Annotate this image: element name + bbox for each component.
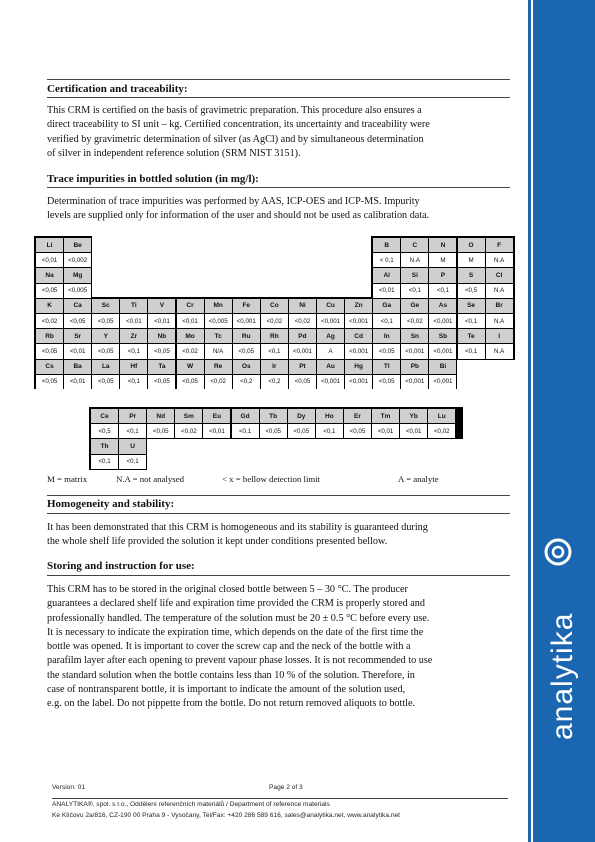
text-line: bottle was opened. It is important to cover the screw cap and the neck of the bottle with a: [47, 641, 411, 653]
element-value-mg: <0,005: [64, 284, 91, 298]
element-value-al: <0,01: [373, 284, 400, 298]
homogeneity-text: [47, 521, 507, 550]
element-symbol-ca: Ca: [64, 299, 91, 313]
element-value-nd: <0,05: [147, 424, 174, 438]
element-value-ba: <0,01: [64, 375, 91, 389]
element-symbol-rh: Rh: [261, 329, 288, 343]
element-value-cu: <0,001: [317, 314, 344, 328]
homogeneity-heading: Homogeneity and stability:: [47, 498, 175, 510]
element-symbol-hf: Hf: [120, 360, 147, 374]
element-symbol-cd: Cd: [345, 329, 372, 343]
element-symbol-ga: Ga: [373, 299, 400, 313]
element-symbol-nb: Nb: [148, 329, 175, 343]
element-value-tc: N/A: [205, 344, 232, 358]
storing-text: [47, 583, 507, 712]
version-label: Version: 01: [52, 784, 85, 791]
element-symbol-sr: Sr: [64, 329, 91, 343]
text-line: case of nontransparent bottle, it is important to indicate the amount of the solution used,: [47, 684, 406, 696]
sidebar-divider: [531, 0, 533, 842]
text-line: parafilm layer after each opening to prevent vapour phase losses. It is not recommended to use: [47, 655, 433, 667]
homogeneity-top-rule: [47, 495, 510, 496]
element-symbol-rb: Rb: [36, 329, 63, 343]
element-symbol-pt: Pt: [289, 360, 316, 374]
element-value-rh: <0,1: [261, 344, 288, 358]
element-symbol-i: I: [486, 329, 513, 343]
element-value-ga: <0,1: [373, 314, 400, 328]
text-line: professionally handled. The temperature of the solution must be 20 ± 0.5 °C before every use.: [47, 612, 430, 624]
element-value-li: <0,01: [36, 253, 63, 267]
text-line: the whole shelf life provided the solution it kept under conditions presented bellow.: [47, 536, 388, 548]
element-symbol-p: P: [429, 268, 456, 282]
element-symbol-er: Er: [344, 409, 371, 423]
element-symbol-li: Li: [36, 238, 63, 252]
element-value-cs: <0,05: [36, 375, 63, 389]
top-rule: [47, 79, 510, 80]
legend-below-limit: < x = bellow detection limit: [222, 474, 321, 484]
element-symbol-os: Os: [233, 360, 260, 374]
homogeneity-rule: [47, 513, 510, 514]
element-value-tl: <0,05: [373, 375, 400, 389]
element-symbol-cs: Cs: [36, 360, 63, 374]
element-symbol-si: Si: [401, 268, 428, 282]
element-value-in: <0,05: [373, 344, 400, 358]
element-value-dy: <0,05: [288, 424, 315, 438]
text-line: levels are supplied only for information of the user and should not be used as calibration data.: [47, 210, 430, 222]
element-value-pd: <0,001: [289, 344, 316, 358]
element-symbol-k: K: [36, 299, 63, 313]
element-value-pr: <0,1: [119, 424, 146, 438]
element-symbol-in: In: [373, 329, 400, 343]
element-symbol-n: N: [429, 238, 456, 252]
element-value-lu: <0,02: [428, 424, 455, 438]
element-symbol-tl: Tl: [373, 360, 400, 374]
element-symbol-dy: Dy: [288, 409, 315, 423]
legend-analyte: A = analyte: [398, 474, 439, 484]
element-symbol-se: Se: [458, 299, 485, 313]
analytika-logo-text: analytika: [546, 612, 579, 740]
impurities-rule: [47, 187, 510, 188]
element-value-y: <0,05: [92, 344, 119, 358]
element-value-si: <0,1: [401, 284, 428, 298]
text-line: It has been demonstrated that this CRM is homogeneous and its stability is guaranteed during: [47, 522, 428, 533]
element-value-ni: <0,02: [289, 314, 316, 328]
element-symbol-pb: Pb: [401, 360, 428, 374]
company-line: ANALYTIKA®, spol. s r.o., Oddělení referenčních materiálů / Department of reference materials: [52, 801, 330, 808]
element-value-p: <0,1: [429, 284, 456, 298]
text-line: direct traceability to SI unit – kg. Certified concentration, its uncertainty and traceability were: [47, 119, 430, 131]
element-value-sm: <0,02: [175, 424, 202, 438]
element-symbol-sb: Sb: [429, 329, 456, 343]
element-symbol-eu: Eu: [203, 409, 230, 423]
element-symbol-tc: Tc: [205, 329, 232, 343]
element-value-gd: <0,1: [232, 424, 259, 438]
element-value-bi: <0,001: [429, 375, 456, 389]
element-symbol-th: Th: [91, 439, 118, 453]
element-value-cd: <0,001: [345, 344, 372, 358]
element-value-zr: <0,1: [120, 344, 147, 358]
element-value-tm: <0,01: [372, 424, 399, 438]
element-symbol-ni: Ni: [289, 299, 316, 313]
element-value-ag: A: [317, 344, 344, 358]
element-symbol-be: Be: [64, 238, 91, 252]
element-value-os: <0,2: [233, 375, 260, 389]
element-symbol-zr: Zr: [120, 329, 147, 343]
element-symbol-ce: Ce: [91, 409, 118, 423]
element-value-zn: <0,001: [345, 314, 372, 328]
element-symbol-gd: Gd: [232, 409, 259, 423]
element-symbol-pr: Pr: [119, 409, 146, 423]
legend-matrix: M = matrix: [47, 474, 88, 484]
element-symbol-pd: Pd: [289, 329, 316, 343]
element-value-as: <0,001: [429, 314, 456, 328]
element-symbol-v: V: [148, 299, 175, 313]
text-line: of silver in independent reference solution (SRM NIST 3151).: [47, 147, 301, 159]
element-value-yb: <0,01: [400, 424, 427, 438]
element-symbol-sc: Sc: [92, 299, 119, 313]
element-symbol-ho: Ho: [316, 409, 343, 423]
text-line: the standard solution when the bottle contains less than 10 % of the solution. Therefore, in: [47, 669, 415, 681]
element-symbol-zn: Zn: [345, 299, 372, 313]
element-value-rb: <0,05: [36, 344, 63, 358]
element-value-au: <0,001: [317, 375, 344, 389]
element-symbol-lu: Lu: [428, 409, 455, 423]
element-value-la: <0,05: [92, 375, 119, 389]
element-symbol-fe: Fe: [233, 299, 260, 313]
element-value-cr: <0,01: [177, 314, 204, 328]
element-value-na: <0,05: [36, 284, 63, 298]
element-value-c: N.A: [401, 253, 428, 267]
element-symbol-mn: Mn: [205, 299, 232, 313]
element-value-cl: N.A: [486, 284, 513, 298]
element-symbol-au: Au: [317, 360, 344, 374]
element-value-n: M: [429, 253, 456, 267]
element-value-ce: <0,5: [91, 424, 118, 438]
element-symbol-te: Te: [458, 329, 485, 343]
element-value-ir: <0,2: [261, 375, 288, 389]
element-symbol-co: Co: [261, 299, 288, 313]
certification-heading: Certification and traceability:: [47, 83, 188, 95]
element-value-o: M: [458, 253, 485, 267]
element-symbol-tm: Tm: [372, 409, 399, 423]
element-symbol-ta: Ta: [148, 360, 175, 374]
element-value-pb: <0,001: [401, 375, 428, 389]
element-value-pt: <0,05: [289, 375, 316, 389]
element-value-se: <0,1: [458, 314, 485, 328]
element-symbol-bi: Bi: [429, 360, 456, 374]
text-line: This CRM is certified on the basis of gravimetric preparation. This procedure also ensures a: [47, 105, 422, 116]
element-symbol-s: S: [458, 268, 485, 282]
element-value-tb: <0,05: [260, 424, 287, 438]
element-value-sn: <0,001: [401, 344, 428, 358]
element-symbol-ge: Ge: [401, 299, 428, 313]
storing-rule: [47, 575, 510, 576]
table-frame-gap: [457, 360, 516, 394]
element-value-te: <0,1: [458, 344, 485, 358]
element-symbol-na: Na: [36, 268, 63, 282]
at-sign-icon: [546, 540, 570, 564]
element-value-s: <0,5: [458, 284, 485, 298]
element-value-be: <0,002: [64, 253, 91, 267]
element-value-er: <0,05: [344, 424, 371, 438]
element-value-ca: <0,05: [64, 314, 91, 328]
element-value-f: N.A: [486, 253, 513, 267]
element-value-sc: <0,05: [92, 314, 119, 328]
element-symbol-hg: Hg: [345, 360, 372, 374]
element-value-fe: <0,001: [233, 314, 260, 328]
page-number: Page 2 of 3: [269, 784, 303, 791]
text-line: verified by gravimetric determination of silver (as AgCl) and by simultaneous determination: [47, 133, 424, 145]
impurities-heading: Trace impurities in bottled solution (in mg/l):: [47, 173, 259, 185]
element-value-u: <0,1: [119, 455, 146, 469]
element-value-re: <0,02: [205, 375, 232, 389]
element-value-w: <0,05: [177, 375, 204, 389]
element-value-mn: <0,005: [205, 314, 232, 328]
element-symbol-mg: Mg: [64, 268, 91, 282]
element-symbol-f: F: [486, 238, 513, 252]
element-value-br: N.A: [486, 314, 513, 328]
element-symbol-br: Br: [486, 299, 513, 313]
element-value-ge: <0,02: [401, 314, 428, 328]
element-symbol-w: W: [177, 360, 204, 374]
element-value-th: <0,1: [91, 455, 118, 469]
element-symbol-ba: Ba: [64, 360, 91, 374]
element-value-co: <0,02: [261, 314, 288, 328]
element-symbol-b: B: [373, 238, 400, 252]
element-value-sr: <0,01: [64, 344, 91, 358]
element-value-sb: <0,001: [429, 344, 456, 358]
element-symbol-tb: Tb: [260, 409, 287, 423]
analytika-logo: [536, 530, 588, 750]
element-symbol-cr: Cr: [177, 299, 204, 313]
element-value-nb: <0,05: [148, 344, 175, 358]
address-line: Ke Klíčovu 2a/816, CZ-190 00 Praha 9 - Vysočany, Tel/Fax: +420 286 589 616, sales@analytika.net, www.analytika.net: [52, 812, 400, 819]
element-value-v: <0,01: [148, 314, 175, 328]
element-symbol-ag: Ag: [317, 329, 344, 343]
element-symbol-ru: Ru: [233, 329, 260, 343]
element-symbol-u: U: [119, 439, 146, 453]
element-value-hg: <0,001: [345, 375, 372, 389]
footer-rule: [52, 798, 508, 799]
certification-text: [47, 104, 507, 161]
element-value-ru: <0,05: [233, 344, 260, 358]
element-symbol-mo: Mo: [177, 329, 204, 343]
element-value-b: < 0,1: [373, 253, 400, 267]
impurities-text: [47, 195, 507, 224]
text-line: Determination of trace impurities was performed by AAS, ICP-OES and ICP-MS. Impurity: [47, 196, 420, 207]
element-symbol-nd: Nd: [147, 409, 174, 423]
element-symbol-y: Y: [92, 329, 119, 343]
element-value-ho: <0,1: [316, 424, 343, 438]
element-value-eu: <0,01: [203, 424, 230, 438]
element-value-mo: <0,02: [177, 344, 204, 358]
element-value-k: <0,02: [36, 314, 63, 328]
element-symbol-cl: Cl: [486, 268, 513, 282]
element-symbol-sn: Sn: [401, 329, 428, 343]
element-symbol-c: C: [401, 238, 428, 252]
text-line: This CRM has to be stored in the original closed bottle between 5 – 30 °C. The producer: [47, 584, 408, 595]
element-symbol-al: Al: [373, 268, 400, 282]
element-value-hf: <0,1: [120, 375, 147, 389]
element-symbol-re: Re: [205, 360, 232, 374]
element-symbol-cu: Cu: [317, 299, 344, 313]
element-symbol-o: O: [458, 238, 485, 252]
element-value-i: N.A: [486, 344, 513, 358]
text-line: e.g. on the label. Do not pippette from the bottle. Do not return removed aliquots to bottle.: [47, 698, 416, 710]
text-line: guarantees a declared shelf life and expiration time provided the CRM is properly stored and: [47, 598, 425, 610]
storing-heading: Storing and instruction for use:: [47, 560, 195, 572]
element-symbol-la: La: [92, 360, 119, 374]
element-symbol-ir: Ir: [261, 360, 288, 374]
element-symbol-sm: Sm: [175, 409, 202, 423]
element-symbol-ti: Ti: [120, 299, 147, 313]
element-symbol-yb: Yb: [400, 409, 427, 423]
legend-not-analysed: N.A = not analysed: [116, 474, 184, 484]
element-value-ti: <0,01: [120, 314, 147, 328]
certification-rule: [47, 97, 510, 98]
element-value-ta: <0,05: [148, 375, 175, 389]
element-symbol-as: As: [429, 299, 456, 313]
text-line: It is necessary to indicate the expiration time, which depends on the date of the first time the: [47, 626, 424, 638]
